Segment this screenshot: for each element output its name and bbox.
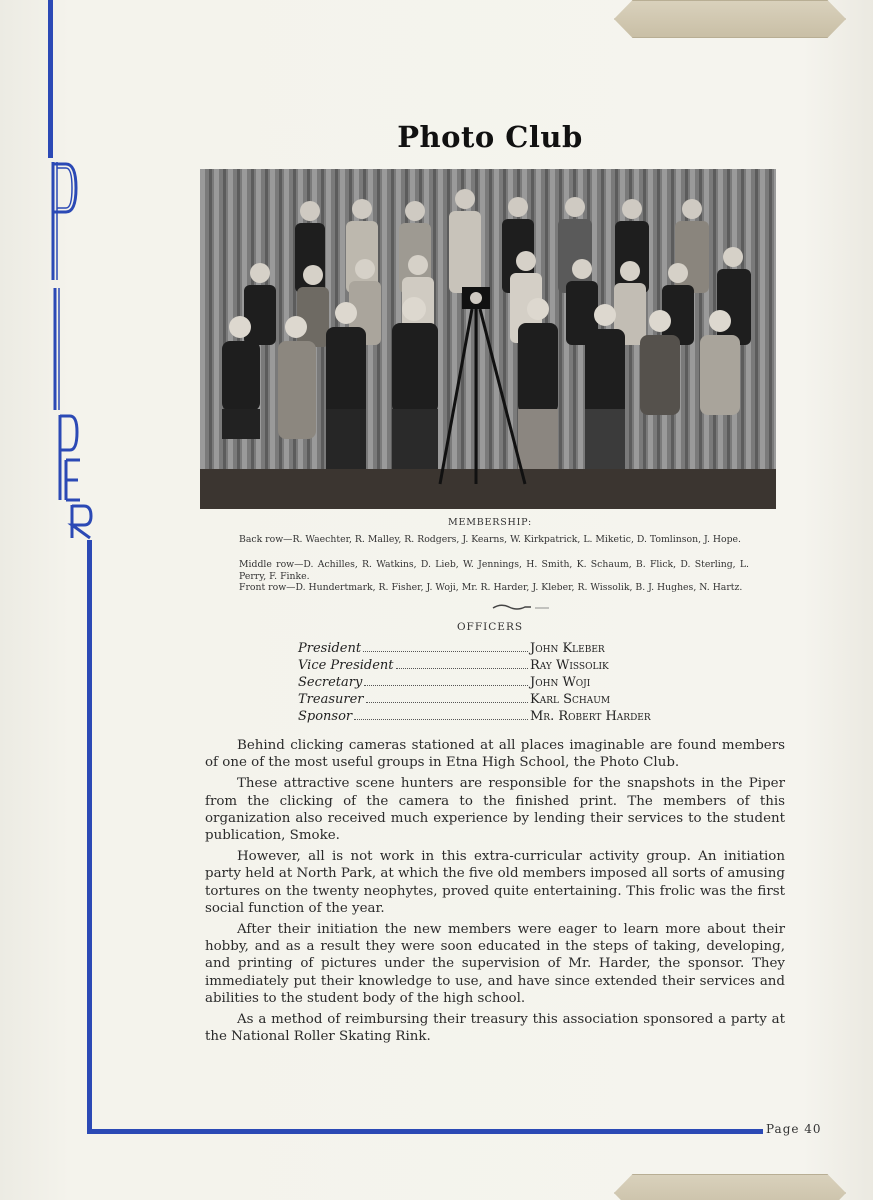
page-title: Photo Club — [397, 120, 583, 154]
border-line-left — [87, 540, 92, 1130]
border-line-bottom — [87, 1129, 763, 1134]
officer-row — [298, 709, 678, 726]
officer-title: Treasurer — [298, 692, 364, 707]
officer-name: Ray Wissolik — [530, 658, 609, 673]
officer-name: John Kleber — [530, 641, 605, 656]
officer-name: Mr. Robert Harder — [530, 709, 651, 724]
officers-heading: OFFICERS — [456, 621, 524, 633]
officer-title: Sponsor — [298, 709, 353, 724]
paragraph: Behind clicking cameras stationed at all places imaginable are found members of one of the most useful groups in Etna High School, the Photo Club. — [205, 738, 785, 771]
membership-middle-row: Middle row—D. Achilles, R. Watkins, D. Lieb, W. Jennings, H. Smith, K. Schaum, B. Flick, D. Sterling, L. Perry, F. Finke. — [239, 559, 749, 582]
page-number: Page 40 — [766, 1122, 822, 1136]
officer-row — [298, 675, 678, 692]
officer-row — [298, 692, 678, 709]
leader-dots — [363, 651, 528, 652]
paragraph: After their initiation the new members were eager to learn more about their hobby, and as a result they were soon educated in the steps of taking, developing, and printing of pictures under the supervision of Mr. Harder, the sponsor. They immediately put their knowledge to use, and have since extended their services and abilities to the student body of the high school. — [205, 922, 785, 1006]
photo-corner-top — [614, 0, 846, 38]
membership-back-row: Back row—R. Waechter, R. Malley, R. Rodgers, J. Kearns, W. Kirkpatrick, L. Miketic, D. Tomlinson, J. Hope. — [239, 534, 742, 545]
officer-row — [298, 641, 678, 658]
leader-dots — [396, 668, 528, 669]
officer-title: President — [298, 641, 362, 656]
membership-heading: MEMBERSHIP: — [447, 517, 533, 528]
paragraph: These attractive scene hunters are responsible for the snapshots in the Piper from the clicking of the camera to the finished print. The members of this organization also received much experience by lending their services to the student publication, Smoke. — [205, 776, 785, 844]
leader-dots — [354, 719, 528, 720]
group-photo — [200, 169, 776, 509]
article-body — [205, 737, 785, 1045]
officer-title: Secretary — [298, 675, 363, 690]
photo-corner-bottom — [614, 1174, 846, 1200]
border-line-top — [48, 0, 53, 158]
leader-dots — [364, 685, 528, 686]
membership-front-row: Front row—D. Hundertmark, R. Fisher, J. Woji, Mr. R. Harder, J. Kleber, R. Wissolik, B. J. Hughes, N. Hartz. — [239, 582, 743, 593]
leader-dots — [366, 702, 529, 703]
piper-logo — [46, 160, 98, 540]
officer-title: Vice President — [298, 658, 394, 673]
paragraph: As a method of reimbursing their treasury this association sponsored a party at the National Roller Skating Rink. — [205, 1012, 785, 1045]
divider-ornament — [491, 603, 551, 611]
officers-list — [298, 641, 678, 726]
officer-name: Karl Schaum — [530, 692, 611, 707]
officer-name: John Woji — [530, 675, 591, 690]
paragraph: However, all is not work in this extra-curricular activity group. An initiation party held at North Park, at which the five old members imposed all sorts of amusing tortures on the twenty neophytes, proved quite entertaining. This frolic was the first social function of the year. — [205, 849, 785, 916]
officer-row — [298, 658, 678, 675]
